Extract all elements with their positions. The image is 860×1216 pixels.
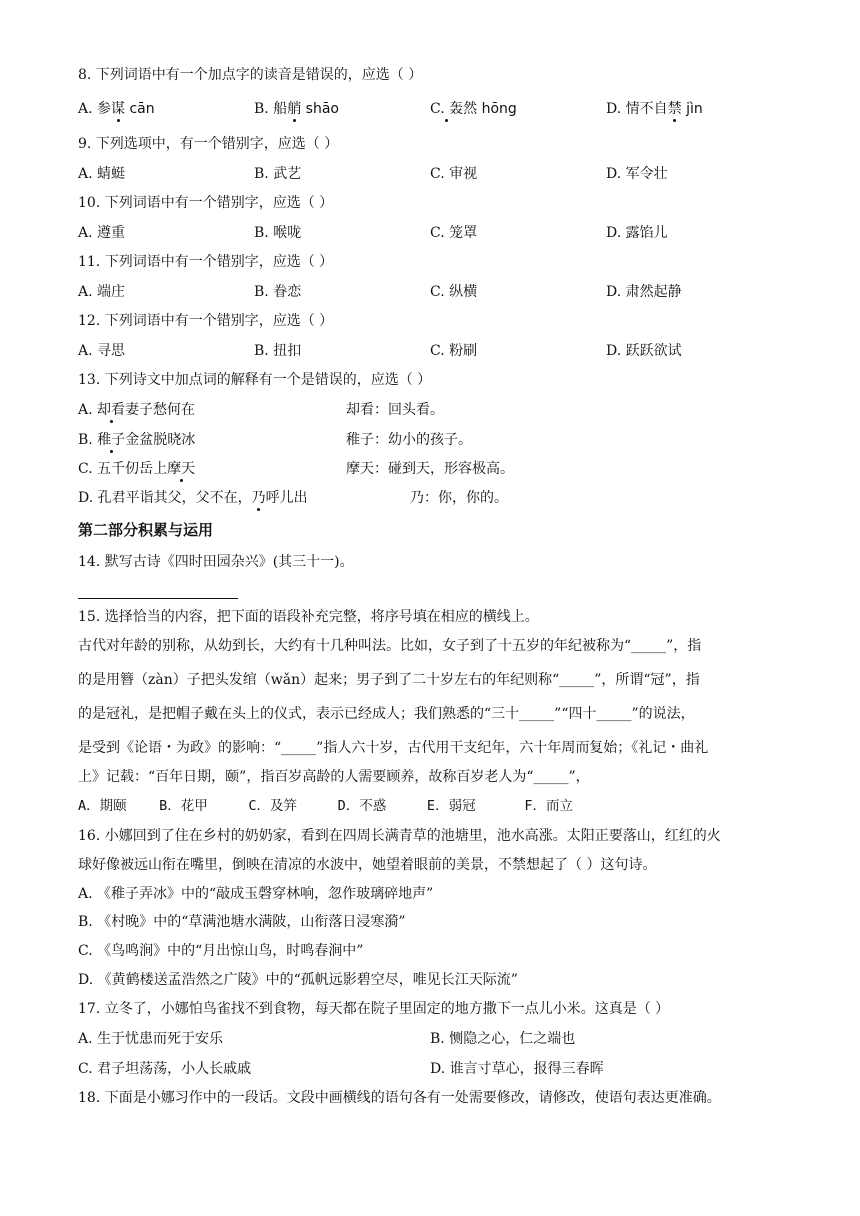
- question-16-stem-line-1: 16. 小娜回到了住在乡村的奶奶家，看到在四周长满青草的池塘里，池水高涨。太阳正要落山，红红的火: [78, 828, 721, 844]
- question-13-explanation-a: 却看：回头看。: [346, 402, 444, 418]
- question-11-option-b: B. 眷恋: [254, 284, 302, 300]
- question-9-option-c: C. 审视: [430, 166, 478, 182]
- question-10-stem: 10. 下列词语中有一个错别字，应选（ ）: [78, 195, 334, 211]
- question-9-option-b: B. 武艺: [254, 166, 302, 182]
- question-17-option-d: D. 谁言寸草心，报得三春晖: [430, 1061, 604, 1077]
- question-12-stem: 12. 下列词语中有一个错别字，应选（ ）: [78, 313, 334, 329]
- question-13-explanation-c: 摩天：碰到天，形容极高。: [346, 461, 514, 477]
- question-9-stem: 9. 下列选项中，有一个错别字，应选（ ）: [78, 136, 339, 152]
- question-12-option-a: A. 寻思: [78, 343, 126, 359]
- question-13-explanation-b: 稚子：幼小的孩子。: [346, 432, 472, 448]
- question-12-option-c: C. 粉刷: [430, 343, 478, 359]
- question-15-para-line-4: 是受到《论语・为政》的影响：“_____”指人六十岁，古代用干支纪年，六十年周而复始；《礼记・曲礼: [78, 740, 709, 756]
- question-18-stem: 18. 下面是小娜习作中的一段话。文段中画横线的语句各有一处需要修改，请修改，使语句表达更准确。: [78, 1090, 721, 1106]
- question-15-options: A．期颐 B．花甲 C．及笄 D．不惑 E．弱冠 F．而立: [78, 798, 573, 814]
- question-11-stem: 11. 下列词语中有一个错别字，应选（ ）: [78, 254, 334, 270]
- question-15-para-line-2: 的是用簪（zàn）子把头发绾（wǎn）起来；男子到了二十岁左右的年纪则称“_____”，所谓“冠”，指: [78, 672, 700, 688]
- answer-line: [78, 598, 238, 599]
- question-13-option-a: A. 却看妻子愁何在: [78, 402, 196, 418]
- question-13-stem: 13. 下列诗文中加点词的解释有一个是错误的，应选（ ）: [78, 372, 432, 388]
- question-16-stem-line-2: 球好像被远山衔在嘴里，倒映在清凉的水波中，她望着眼前的美景，不禁想起了（ ）这句诗。: [78, 857, 657, 873]
- question-10-option-a: A. 遵重: [78, 225, 126, 241]
- question-16-option-b: B. 《村晚》中的“草满池塘水满陂，山衔落日浸寒漪”: [78, 914, 406, 930]
- question-8-option-d: D. 情不自禁 jìn: [606, 101, 703, 117]
- question-17-stem: 17. 立冬了，小娜怕鸟雀找不到食物，每天都在院子里固定的地方撒下一点儿小米。这真是（ ）: [78, 1001, 670, 1017]
- question-9-option-d: D. 军令壮: [606, 166, 668, 182]
- question-16-option-c: C. 《鸟鸣涧》中的“月出惊山鸟，时鸣春涧中”: [78, 943, 364, 959]
- question-14-stem: 14. 默写古诗《四时田园杂兴》(其三十一)。: [78, 554, 354, 570]
- question-11-option-d: D. 肃然起静: [606, 284, 682, 300]
- question-15-para-line-5: 上》记载：“百年日期，颐”，指百岁高龄的人需要顾养，故称百岁老人为“_____”，: [78, 769, 590, 785]
- question-8-option-a: A. 参谋 cān: [78, 101, 155, 117]
- question-8-option-c: C. 轰然 hōng: [430, 101, 517, 117]
- question-11-option-a: A. 端庄: [78, 284, 126, 300]
- question-16-option-a: A. 《稚子弄冰》中的“敲成玉磬穿林响，忽作玻璃碎地声”: [78, 886, 434, 902]
- question-12-option-d: D. 跃跃欲试: [606, 343, 682, 359]
- question-13-option-d: D. 孔君平诣其父，父不在，乃呼儿出: [78, 490, 308, 506]
- question-15-stem: 15. 选择恰当的内容，把下面的语段补充完整，将序号填在相应的横线上。: [78, 609, 539, 625]
- question-13-explanation-d: 乃：你，你的。: [410, 490, 508, 506]
- question-9-option-a: A. 蜻蜓: [78, 166, 126, 182]
- question-11-option-c: C. 纵横: [430, 284, 478, 300]
- question-15-para-line-3: 的是冠礼，是把帽子戴在头上的仪式，表示已经成人；我们熟悉的“三十_____”“四十_____”的说法，: [78, 706, 695, 722]
- question-17-option-a: A. 生于忧患而死于安乐: [78, 1031, 224, 1047]
- question-12-option-b: B. 扭扣: [254, 343, 302, 359]
- section-2-heading: 第二部分积累与运用: [78, 521, 214, 539]
- question-13-option-c: C. 五千仞岳上摩天: [78, 461, 196, 477]
- question-17-option-c: C. 君子坦荡荡，小人长戚戚: [78, 1061, 252, 1077]
- question-17-option-b: B. 恻隐之心，仁之端也: [430, 1031, 576, 1047]
- question-10-option-c: C. 笼罩: [430, 225, 478, 241]
- question-8-stem: 8. 下列词语中有一个加点字的读音是错误的，应选（ ）: [78, 67, 423, 83]
- question-8-option-b: B. 船艄 shāo: [254, 101, 339, 117]
- question-15-para-line-1: 古代对年龄的别称，从幼到长，大约有十几种叫法。比如，女子到了十五岁的年纪被称为“_____”，指: [78, 638, 702, 654]
- question-16-option-d: D. 《黄鹤楼送孟浩然之广陵》中的“孤帆远影碧空尽，唯见长江天际流”: [78, 972, 518, 988]
- question-13-option-b: B. 稚子金盆脱晓冰: [78, 432, 196, 448]
- question-10-option-d: D. 露馅儿: [606, 225, 668, 241]
- question-10-option-b: B. 喉咙: [254, 225, 302, 241]
